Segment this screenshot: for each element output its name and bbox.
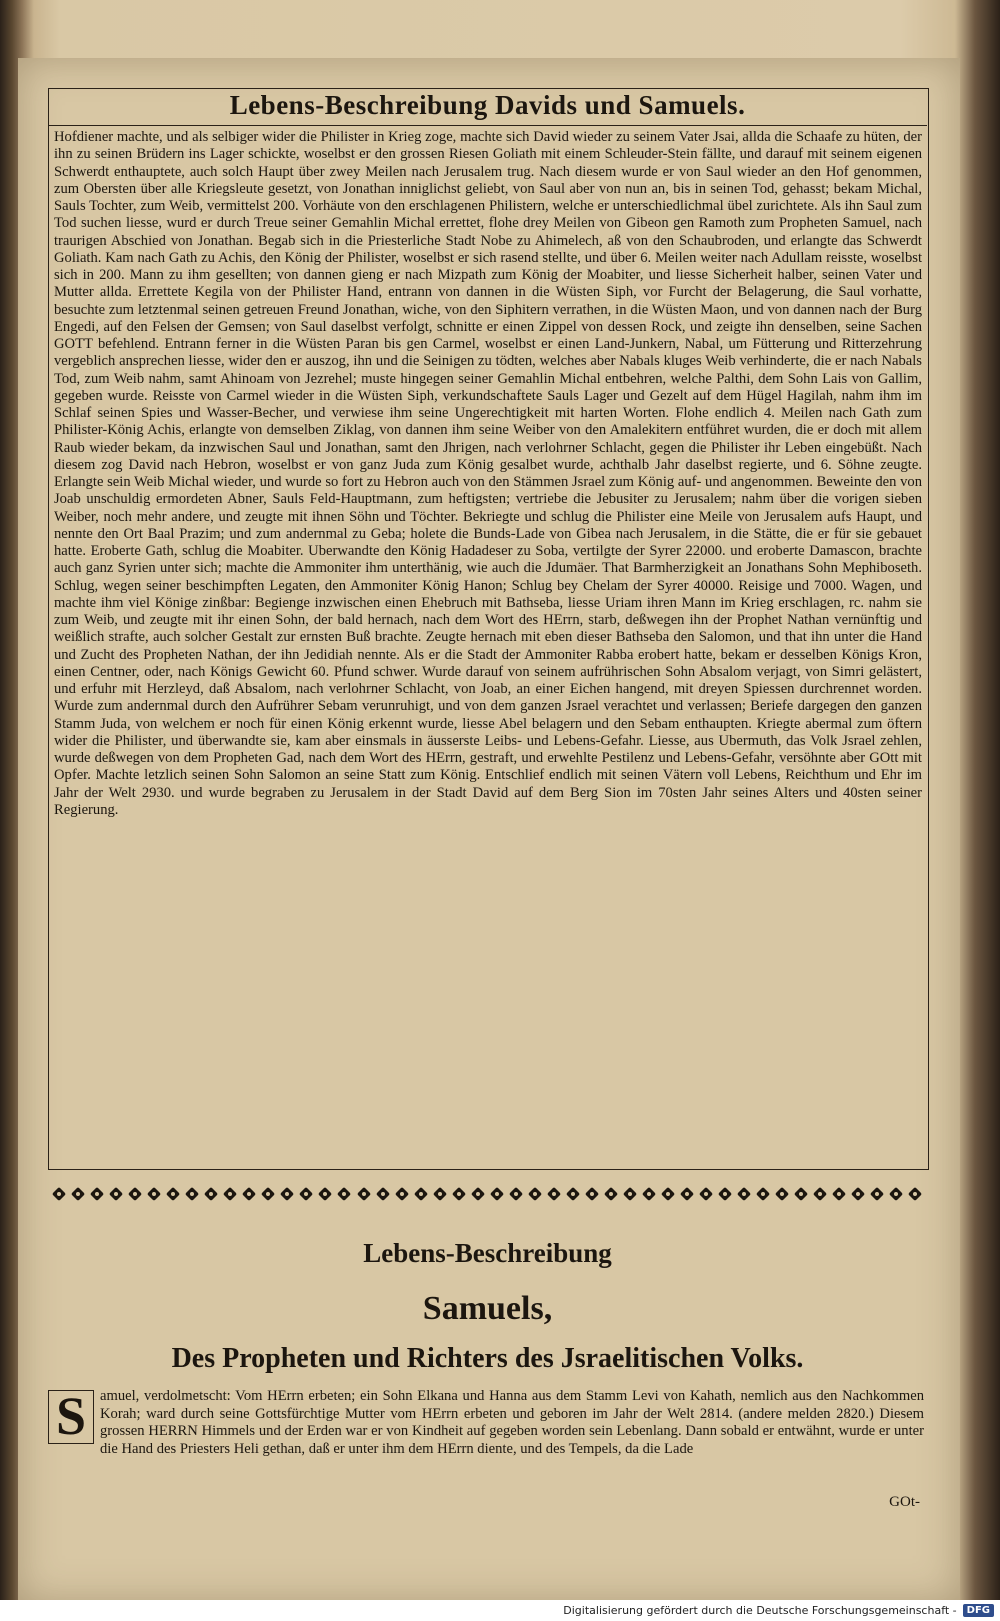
ornament-icon	[260, 1186, 276, 1202]
ornament-icon	[679, 1186, 695, 1202]
section-title-line-2: Samuels,	[422, 1290, 553, 1327]
digitization-footer	[0, 1600, 1000, 1621]
ornament-icon	[146, 1186, 162, 1202]
catchword: GOt-	[889, 1494, 920, 1510]
section-title-line-1: Lebens-Beschreibung	[363, 1238, 612, 1268]
ornament-icon	[108, 1186, 124, 1202]
ornament-icon	[89, 1186, 105, 1202]
ornament-icon	[317, 1186, 333, 1202]
ornament-icon	[508, 1186, 524, 1202]
ornament-icon	[375, 1186, 391, 1202]
ornament-icon	[394, 1186, 410, 1202]
ornament-icon	[755, 1186, 771, 1202]
header-rule	[48, 125, 927, 126]
ornament-icon	[641, 1186, 657, 1202]
ornament-icon	[470, 1186, 486, 1202]
ornament-icon	[774, 1186, 790, 1202]
ornament-icon	[736, 1186, 752, 1202]
ornament-icon	[336, 1186, 352, 1202]
page	[18, 58, 960, 1603]
ornament-icon	[298, 1186, 314, 1202]
ornament-icon	[888, 1186, 904, 1202]
ornament-icon	[603, 1186, 619, 1202]
ornament-icon	[907, 1186, 923, 1202]
dfg-logo: DFG	[963, 1604, 994, 1617]
section-title-line-3: Des Propheten und Richters des Jsraelitischen Volks.	[171, 1343, 804, 1374]
ornament-icon	[717, 1186, 733, 1202]
ornament-icon	[413, 1186, 429, 1202]
ornament-icon	[793, 1186, 809, 1202]
ornament-icon	[222, 1186, 238, 1202]
ornament-icon	[451, 1186, 467, 1202]
running-head: Lebens-Beschreibung Davids und Samuels.	[229, 90, 746, 120]
ornament-icon	[622, 1186, 638, 1202]
david-biography-text	[54, 129, 922, 819]
ornament-icon	[850, 1186, 866, 1202]
ornament-icon	[698, 1186, 714, 1202]
ornament-icon	[565, 1186, 581, 1202]
ornament-icon	[812, 1186, 828, 1202]
david-paragraph: Hofdiener machte, und als selbiger wider die Philister in Krieg zoge, machte sich David wieder zu seinem Vater Jsai, allda die Schaafe zu hüten, der ihn zu seinen Brüdern ins Lager schickte, woselbst er den grossen Riesen Goliath mit einem Schleuder-Stein fällte, und darauf mit seinem eigenen Schwerdt enthauptete, auch solch Haupt über zwey Meilen nach Jerusalem trug. Nach diesem wurde er von Saul wieder an den Hof genommen, zum Obersten über alle Kriegsleute gesetzt, von Jonathan inniglichst geliebt, von Saul aber von nun an, bis in seinen Tod, gehasst; bekam Michal, Sauls Tochter, zum Weib, vermittelst 200. Vorhäute von den erschlagenen Philistern, welche er unterschiedlichmal übel zurichtete. Als ihn Saul zum Tod suchen liesse, wurd er durch Treue seiner Gemahlin Michal errettet, flohe drey Meilen von Gibeon gen Ramoth zum Propheten Samuel, nach traurigen Abschied von Jonathan. Begab sich in die Priesterliche Stadt Nobe zu Ahimelech, aß von den Schaubroden, und erlangte das Schwerdt Goliath. Kam nach Gath zu Achis, den König der Philister, woselbst er sich rasend stellte, und über 6. Meilen weiter nach Adullam reisste, woselbst sich in 200. Mann zu ihm gesellten; von dannen gieng er nach Mizpath zum König der Moabiter, und liesse Sicherheit halber, seinen Vater und Mutter allda. Errettete Kegila von der Philister Hand, entrann von dannen in die Wüsten Siph, vor Furcht der Belagerung, die Saul vorhatte, besuchte zum letztenmal seinen getreuen Freund Jonathan, wiche, von den Siphitern verrathen, in die Wüsten Maon, und von dannen nach der Burg Engedi, auf den Felsen der Gemsen; von Saul daselbst verfolgt, schnitte er einen Zippel von dessen Rock, und zeigte ihn denselben, seine Sachen GOTT befehlend. Entrann ferner in die Wüsten Paran bis gen Carmel, woselbst er einen Land-Junkern, Nabal, um Fütterung und Ritterzehrung vergeblich ansprechen liesse, wider den er auszog, ihn und die Seinigen zu tödten, welches aber Nabals kluges Weib verhinderte, die er nach Nabals Tod, zum Weib nahm, samt Ahinoam von Jezrehel; muste hingegen seiner Gemahlin Michal entbehren, welche Palthi, dem Sohn Lais von Gallim, gegeben wurde. Reisste von Carmel wieder in die Wüsten Siph, verkundschaftete Sauls Lager und Gezelt auf dem Hügel Hagilah, nahm ihm im Schlaf seinen Spies und Wasser-Becher, und verwiese ihm seine Ungerechtigkeit mit harten Worten. Flohe endlich 4. Meilen nach Gath zum Philister-König Achis, erlangte von demselben Ziklag, von dannen ihm seine Weiber von den Amalekitern entführet wurden, die er doch mit allem Raub wieder bekam, da inzwischen Saul und Jonathan, samt den Jhrigen, nach verlohrner Schlacht, gegen die Philister ihr Leben eingebüßt. Nach diesem zog David nach Hebron, woselbst er von ganz Juda zum König gesalbet wurde, achthalb Jahr daselbst regierte, und 6. Söhne zeugte. Erlangte sein Weib Michal wieder, und wurde so fort zu Hebron auch von den Stämmen Jsrael zum König auf- und angenommen. Beweinte den von Joab unschuldig ermordeten Abner, Sauls Feld-Hauptmann, zum heftigsten; vertriebe die Jebusiter zu Jerusalem; nahm über die vorigen sieben Weiber, noch mehr andere, und zeugte mit ihnen Söhn und Töchter. Bekriegte und schlug die Philister eine Meile von Jerusalem aufs Haupt, und nennte den Ort Baal Prazim; und zum andernmal zu Geba; holete die Bunds-Lade von Gibea nach Jerusalem, in die Stätte, die er für sie gebauet hatte. Eroberte Gath, schlug die Moabiter. Uberwandte den König Hadadeser zu Soba, vertilgte der Syrer 22000. und eroberte Damascon, brachte auch ganz Syrien unter sich; machte die Ammoniter ihm unterthänig, wie auch die Jdumäer. That Barmherzigkeit an Jonathans Sohn Mephiboseth. Schlug, wegen seiner beschimpften Legaten, den Ammoniter König Hanon; Schlug bey Chelam der Syrer 40000. Reisige und 7000. Wagen, und machte ihm viel Könige zinßbar: Begienge inzwischen einen Ehebruch mit Bathseba, liesse Uriam ihren Mann im Krieg erschlagen, rc. nahm sie zum Weib, und zeugte mit ihr einen Sohn, der bald hernach, nach dem Wort des HErrn, starb, deßwegen ihn der Prophet Nathan vernünftig und weißlich strafte, auch solcher Gestalt zur ernsten Buß brachte. Zeugte hernach mit eben dieser Bathseba den Salomon, und that ihn unter die Hand und Zucht des Propheten Nathan, der ihn Jedidiah nennte. Als er die Stadt der Ammoniter Rabba erobert hatte, bekam er desselben Königs Kron, einen Centner, oder, nach Königs Gewicht 60. Pfund schwer. Wurde darauf von seinem aufrührischen Sohn Absalom verjagt, von Simri gelästert, und erfuhr mit Herzleyd, daß Absalom, nach verlohrner Schlacht, von Joab, an einer Eichen hangend, mit dreyen Spiessen durchrennet worden. Wurde zum andernmal durch den Aufrührer Sebam verunruhigt, und von dem ganzen Jsrael verachtet und verlassen; Beriefe dargegen den ganzen Stamm Juda, von welchem er noch für einen König erkennt wurde, liesse Abel belagern und den Sebam enthaupten. Kriegte abermal zum öftern wider die Philister, und überwandte sie, kam aber einsmals in äusserste Leibs- und Lebens-Gefahr. Liesse, aus Ubermuth, das Volk Jsrael zehlen, wurde deßwegen von dem Propheten Gad, nach dem Wort des HErrn, gestraft, und erwehlte Pestilenz und Lebens-Gefahr, versöhnte aber GOtt mit Opfer. Machte letzlich seinen Sohn Salomon an seine Statt zum König. Entschlief endlich mit seinen Vätern voll Lebens, Reichthum und Ehr im Jahr der Welt 2930. und wurde begraben zu Jerusalem in der Stadt David auf dem Berg Sion im 70sten Jahr seines Alters und 40sten seiner Regierung.	[54, 129, 922, 818]
drop-cap: S	[48, 1390, 94, 1444]
ornament-icon	[660, 1186, 676, 1202]
ornament-icon	[279, 1186, 295, 1202]
ornament-icon	[127, 1186, 143, 1202]
samuel-paragraph: amuel, verdolmetscht: Vom HErrn erbeten; ein Sohn Elkana und Hanna aus dem Stamm Levi von Kahath, nemlich aus den Nachkommen Korah; ward durch seine Gottsfürchtige Mutter vom HErrn erbeten und geboren im Jahr der Welt 2814. (andere melden 2820.) Diesem grossen HERRN Himmels und der Erden war er von Kindheit auf gegeben worden sein Lebenlang. Dann sobald er entwähnt, wurde er unter die Hand des Priesters Heli gethan, daß er unter ihm dem HErrn diente, und des Tempels, da die Lade	[100, 1388, 924, 1457]
ornament-icon	[184, 1186, 200, 1202]
samuel-biography-text	[48, 1388, 924, 1458]
ornament-icon	[165, 1186, 181, 1202]
ornament-icon	[203, 1186, 219, 1202]
ornament-icon	[831, 1186, 847, 1202]
ornament-icon	[869, 1186, 885, 1202]
ornament-icon	[489, 1186, 505, 1202]
ornament-icon	[432, 1186, 448, 1202]
footer-text: Digitalisierung gefördert durch die Deutsche Forschungsgemeinschaft -	[563, 1604, 957, 1617]
ornament-icon	[546, 1186, 562, 1202]
ornament-icon	[356, 1186, 372, 1202]
ornament-icon	[51, 1186, 67, 1202]
ornament-icon	[584, 1186, 600, 1202]
ornament-divider	[51, 1185, 924, 1203]
ornament-icon	[241, 1186, 257, 1202]
ornament-icon	[527, 1186, 543, 1202]
ornament-icon	[70, 1186, 86, 1202]
